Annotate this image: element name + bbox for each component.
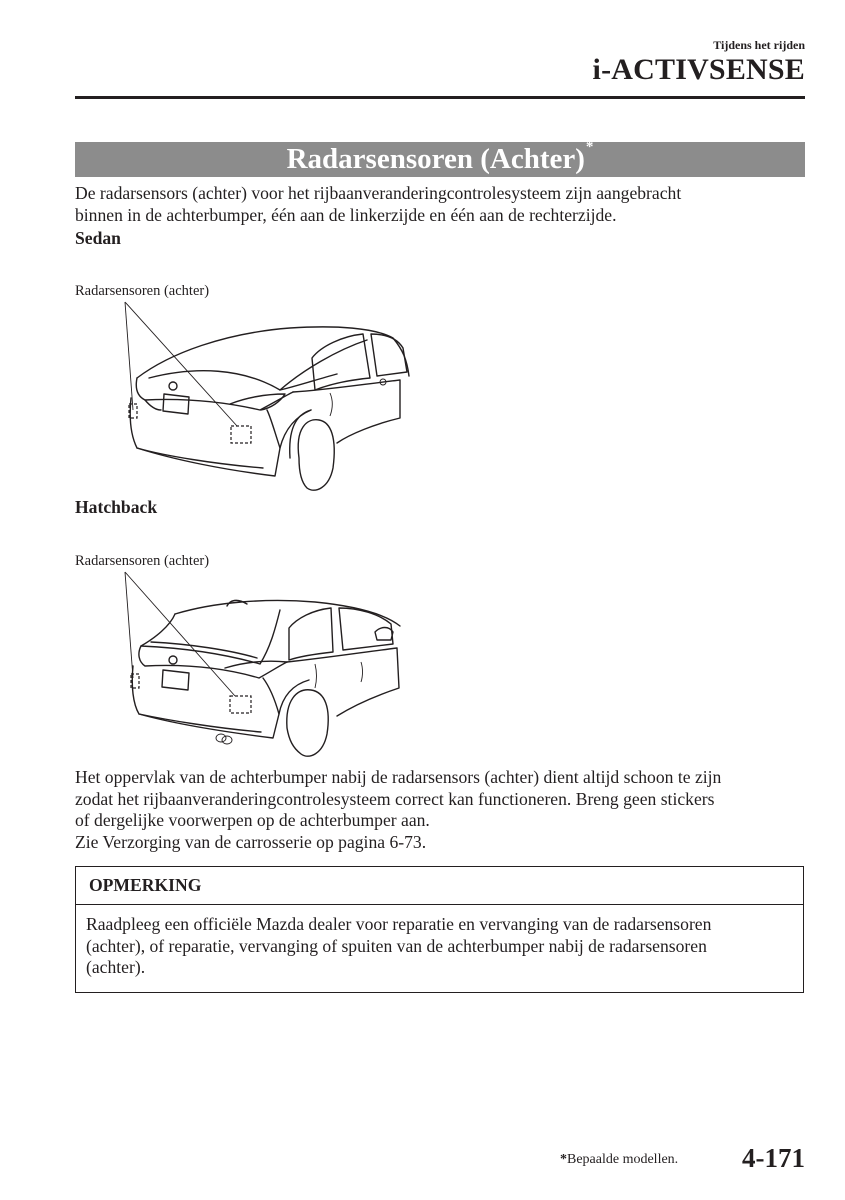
section-title: Radarsensoren (Achter) xyxy=(286,143,585,175)
section-banner xyxy=(75,139,805,177)
note-line: (achter), of reparatie, vervanging of spuiten van de achterbumper nabij de radarsensoren xyxy=(86,935,707,956)
note-body xyxy=(76,905,803,979)
footnote-marker: * xyxy=(560,1152,567,1167)
sedan-label: Sedan xyxy=(75,228,121,248)
footnote xyxy=(560,1152,678,1168)
hatchback-label: Hatchback xyxy=(75,497,158,517)
intro-line: De radarsensors (achter) voor het rijbaanveranderingcontrolesysteem zijn aangebracht xyxy=(75,183,682,203)
intro-paragraph xyxy=(75,183,810,226)
note-line: Raadpleeg een officiële Mazda dealer voor reparatie en vervanging van de radarsensoren xyxy=(86,914,712,934)
note-box xyxy=(75,866,804,993)
body-line: Het oppervlak van de achterbumper nabij de radarsensors (achter) dient altijd schoon te zijn xyxy=(75,767,722,787)
sedan-callout: Radarsensoren (achter) xyxy=(75,283,210,299)
note-line: (achter). xyxy=(86,957,146,977)
intro-line: binnen in de achterbumper, één aan de linkerzijde en één aan de rechterzijde. xyxy=(75,204,617,225)
footnote-text: Bepaalde modellen. xyxy=(567,1152,679,1167)
body-line: Zie Verzorging van de carrosserie op pagina 6-73. xyxy=(75,831,427,852)
sedan-illustration xyxy=(75,298,415,498)
chapter-title: i-ACTIVSENSE xyxy=(592,53,805,86)
hatchback-illustration xyxy=(75,568,415,763)
page-number: 4-171 xyxy=(742,1143,805,1173)
body-paragraph xyxy=(75,767,810,853)
header-section-title: Tijdens het rijden xyxy=(713,38,805,52)
body-line: of dergelijke voorwerpen op de achterbumper aan. xyxy=(75,810,430,830)
header-divider xyxy=(75,96,805,99)
note-heading: OPMERKING xyxy=(76,867,803,905)
hatchback-callout: Radarsensoren (achter) xyxy=(75,553,210,569)
section-title-marker: * xyxy=(585,139,594,155)
body-line: zodat het rijbaanveranderingcontrolesysteem correct kan functioneren. Breng geen stickers xyxy=(75,788,715,809)
